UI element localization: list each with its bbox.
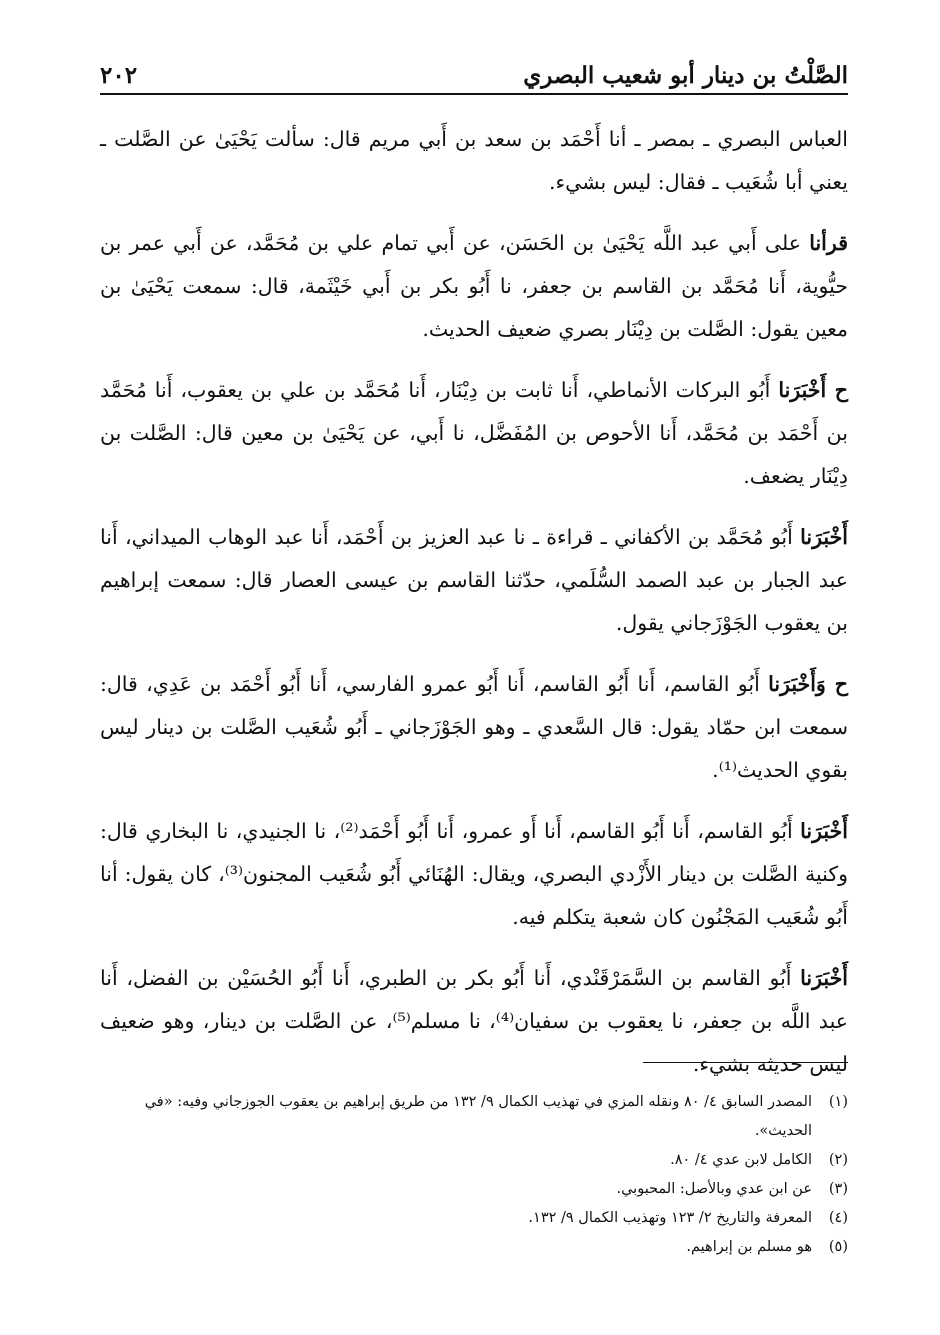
footnote-item <box>100 1088 848 1146</box>
header-title: الصَّلْتُ بن دينار أبو شعيب البصري <box>523 62 848 89</box>
footnote-number: (١) <box>828 1094 848 1110</box>
paragraph-lead: قرأنا <box>809 231 848 255</box>
paragraph <box>100 369 848 498</box>
paragraph <box>100 118 848 204</box>
footnote-number: (٢) <box>828 1152 848 1168</box>
paragraph-lead: أَخْبَرَنا <box>800 966 848 990</box>
paragraph <box>100 957 848 1086</box>
page-number: ٢٠٢ <box>100 62 138 89</box>
footnote-text: المعرفة والتاريخ ٢/ ١٢٣ وتهذيب الكمال ٩/ ١٣٢. <box>528 1210 812 1226</box>
footnote-item <box>100 1204 848 1233</box>
paragraph-text: أَبُو القاسم، أَنا أَبُو القاسم، أَنا أَو عمرو، أَنا أَبُو أَحْمَد⁽²⁾، نا الجنيدي، نا البخاري قال: وكنية الصَّلت بن دينار الأَزْدي البصري، ويقال: الهُنَائي أَبُو شُعَيب المجنون⁽³⁾، كان يقول: أنا أَبُو شُعَيب المَجْنُون كان شعبة يتكلم فيه. <box>100 819 848 929</box>
footnote-number: (٤) <box>828 1210 848 1226</box>
paragraph-lead: ح وَأَخْبَرَنا <box>768 672 848 696</box>
paragraph-lead: ح أَخْبَرَنا <box>778 378 848 402</box>
running-header <box>100 55 848 95</box>
paragraph-text: أَبُو مُحَمَّد بن الأكفاني ـ قراءة ـ نا عبد العزيز بن أَحْمَد، أَنا عبد الوهاب الميداني، أَنا عبد الجبار بن عبد الصمد السُّلَمي، حدّثنا القاسم بن عيسى العصار قال: سمعت إبراهيم بن يعقوب الجَوْزَجاني يقول. <box>100 525 848 635</box>
footnote-text: هو مسلم بن إبراهيم. <box>686 1239 812 1255</box>
paragraph-text: العباس البصري ـ بمصر ـ أنا أَحْمَد بن سعد بن أَبي مريم قال: سألت يَحْيَىٰ عن الصَّلت ـ يعني أبا شُعَيب ـ فقال: ليس بشيء. <box>100 127 848 194</box>
footnote-number: (٣) <box>828 1181 848 1197</box>
paragraph <box>100 810 848 939</box>
footnote-number: (٥) <box>828 1239 848 1255</box>
paragraph <box>100 663 848 792</box>
paragraph-text: على أَبي عبد اللَّه يَحْيَىٰ بن الحَسَن، عن أَبي تمام علي بن مُحَمَّد، عن أَبي عمر بن حيُّوية، أَنا مُحَمَّد بن القاسم بن جعفر، نا أَبُو بكر بن أَبي خَيْثَمة، قال: سمعت يَحْيَىٰ بن معين يقول: الصَّلت بن دِيْنَار بصري ضعيف الحديث. <box>100 231 848 341</box>
main-text <box>100 118 848 1104</box>
paragraph <box>100 222 848 351</box>
footnote-text: المصدر السابق ٤/ ٨٠ ونقله المزي في تهذيب الكمال ٩/ ١٣٢ من طريق إبراهيم بن يعقوب الجوزجاني وفيه: «في الحديث». <box>144 1094 812 1139</box>
paragraph-text: أَبُو القاسم بن السَّمَرْقَنْدي، أَنا أَبُو بكر بن الطبري، أَنا أَبُو الحُسَيْن بن الفضل، أَنا عبد اللَّه بن جعفر، نا يعقوب بن سفيان⁽⁴⁾، نا مسلم⁽⁵⁾، عن الصَّلت بن دينار، وهو ضعيف ليس حديثه بشيء. <box>100 966 848 1076</box>
paragraph-text: أَبُو البركات الأنماطي، أَنا ثابت بن دِيْنَار، أَنا مُحَمَّد بن علي بن يعقوب، أَنا مُحَمَّد بن أَحْمَد بن مُحَمَّد، أَنا الأحوص بن المُفَضَّل، نا أَبي، عن يَحْيَىٰ بن معين قال: الصَّلت بن دِيْنَار يضعف. <box>100 378 848 488</box>
footnotes <box>100 1088 848 1262</box>
paragraph-text: أَبُو القاسم، أَنا أَبُو القاسم، أَنا أَبُو عمرو الفارسي، أَنا أَبُو أَحْمَد بن عَدِي، قال: سمعت ابن حمّاد يقول: قال السَّعدي ـ وهو الجَوْزَجاني ـ أَبُو شُعَيب الصَّلت بن دينار ليس بقوي الحديث⁽¹⁾. <box>100 672 848 782</box>
footnote-text: الكامل لابن عدي ٤/ ٨٠. <box>670 1152 812 1168</box>
paragraph <box>100 516 848 645</box>
footnote-text: عن ابن عدي وبالأصل: المحبوبي. <box>616 1181 812 1197</box>
paragraph-lead: أَخْبَرَنا <box>800 525 848 549</box>
footnote-item <box>100 1146 848 1175</box>
paragraph-lead: أَخْبَرَنا <box>800 819 848 843</box>
footnote-item <box>100 1175 848 1204</box>
footnote-item <box>100 1233 848 1262</box>
